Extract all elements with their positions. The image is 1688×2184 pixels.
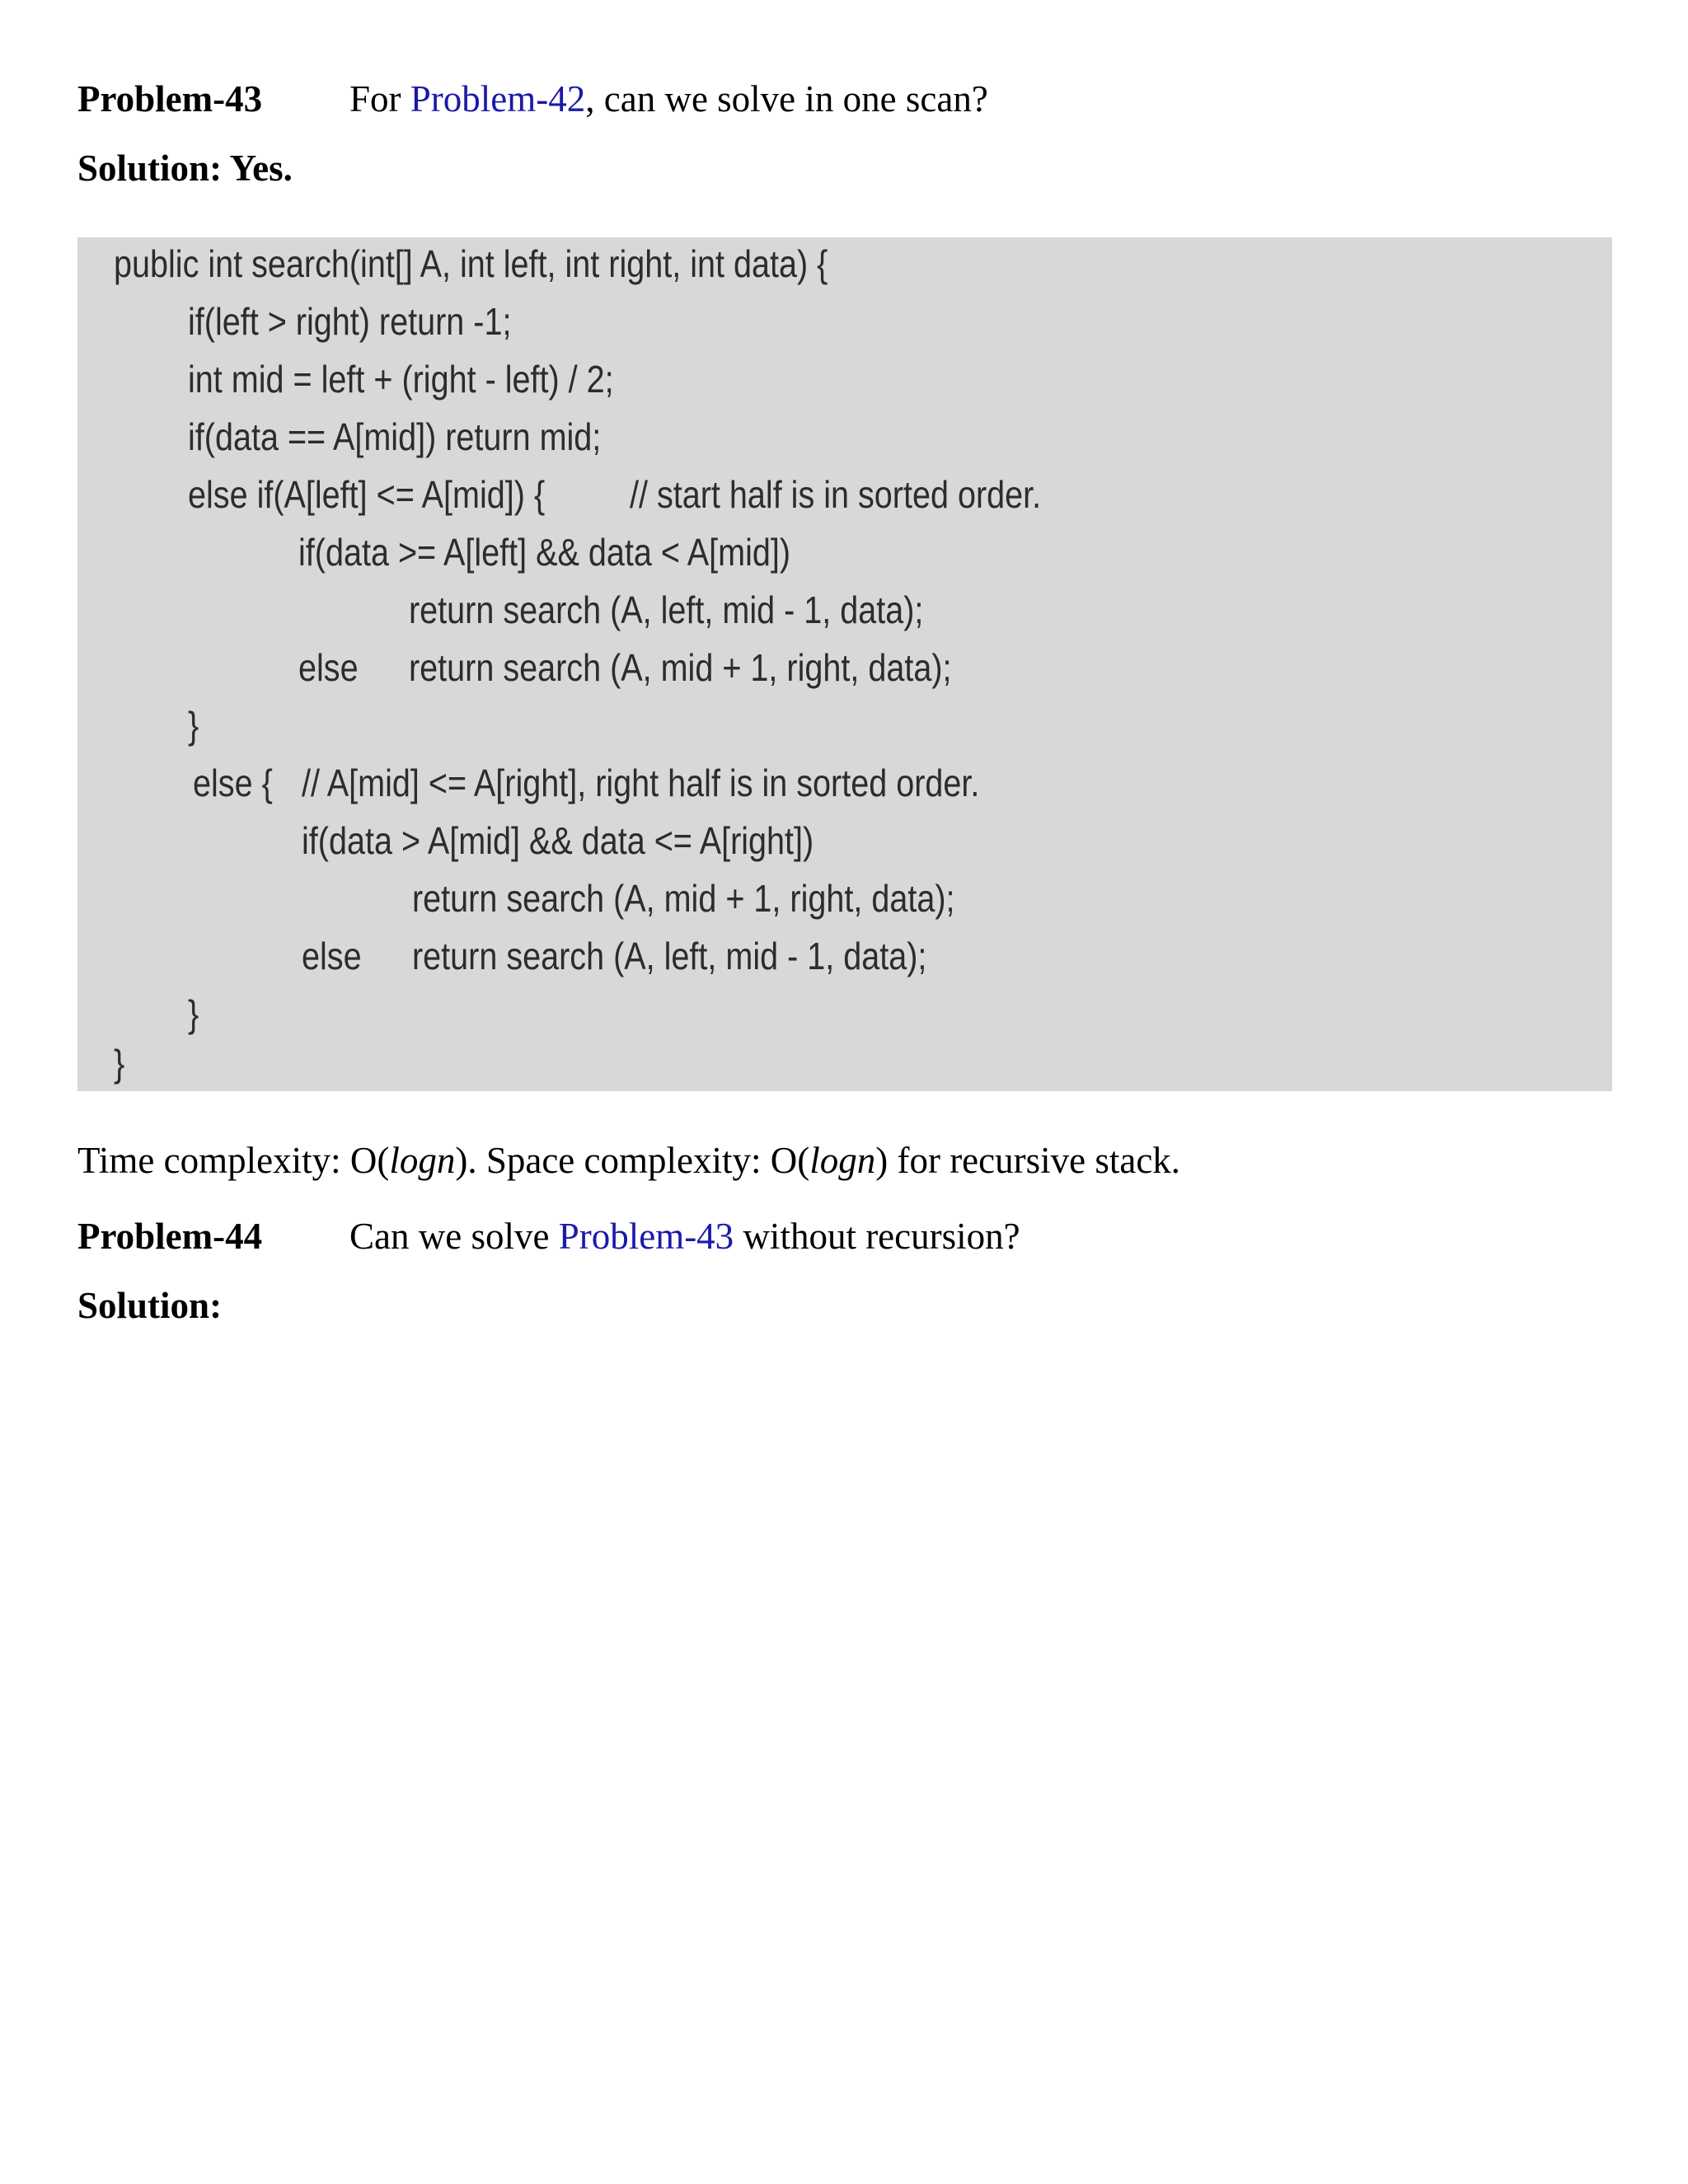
complexity-middle: ). Space complexity: O( xyxy=(455,1140,810,1181)
code-comment-right-half: // A[mid] <= A[right], right half is in sorted order. xyxy=(302,762,980,804)
problem-44-text-before: Can we solve xyxy=(349,1216,559,1257)
problem-43-label: Problem-43 xyxy=(77,78,263,120)
code-line-13: return search (A, left, mid - 1, data); xyxy=(412,935,927,977)
code-line-3: int mid = left + (right - left) / 2; xyxy=(188,358,614,401)
code-line-14: } xyxy=(188,992,199,1035)
problem-43-link[interactable]: Problem-43 xyxy=(558,1216,734,1257)
code-line-1: public int search(int[] A, int left, int right, int data) { xyxy=(114,242,828,285)
code-line-13-else: else xyxy=(302,935,362,977)
code-comment-start-half: // start half is in sorted order. xyxy=(630,473,1042,516)
code-line-2: if(left > right) return -1; xyxy=(188,300,512,343)
code-line-15: } xyxy=(114,1042,125,1085)
code-line-4: if(data == A[mid]) return mid; xyxy=(188,415,602,458)
code-line-8-else: else xyxy=(298,646,359,689)
code-line-8: return search (A, mid + 1, right, data); xyxy=(409,646,952,689)
code-line-11: if(data > A[mid] && data <= A[right]) xyxy=(302,819,814,862)
complexity-suffix: ) for recursive stack. xyxy=(875,1140,1181,1181)
complexity-statement xyxy=(77,1137,1180,1183)
code-line-6: if(data >= A[left] && data < A[mid]) xyxy=(298,531,791,574)
code-line-7: return search (A, left, mid - 1, data); xyxy=(409,588,924,631)
problem-42-link[interactable]: Problem-42 xyxy=(410,78,586,120)
complexity-prefix: Time complexity: O( xyxy=(77,1140,390,1181)
problem-43-text-after: , can we solve in one scan? xyxy=(585,78,988,120)
solution-44-label: Solution: xyxy=(77,1285,223,1326)
problem-43-statement xyxy=(77,76,988,122)
problem-44-label: Problem-44 xyxy=(77,1216,263,1257)
problem-43-text-before: For xyxy=(349,78,410,120)
problem-44-text-after: without recursion? xyxy=(734,1216,1020,1257)
code-line-9: } xyxy=(188,704,199,747)
solution-43-label: Solution: Yes. xyxy=(77,148,293,189)
problem-44-statement xyxy=(77,1213,1020,1259)
code-line-5: else if(A[left] <= A[mid]) { xyxy=(188,473,546,516)
code-line-12: return search (A, mid + 1, right, data); xyxy=(412,877,955,920)
solution-44 xyxy=(77,1282,222,1329)
space-complexity-value: logn xyxy=(809,1140,876,1181)
code-block xyxy=(77,237,1612,1091)
solution-43 xyxy=(77,145,293,191)
code-line-10-else: else { xyxy=(193,762,273,804)
time-complexity-value: logn xyxy=(389,1140,456,1181)
